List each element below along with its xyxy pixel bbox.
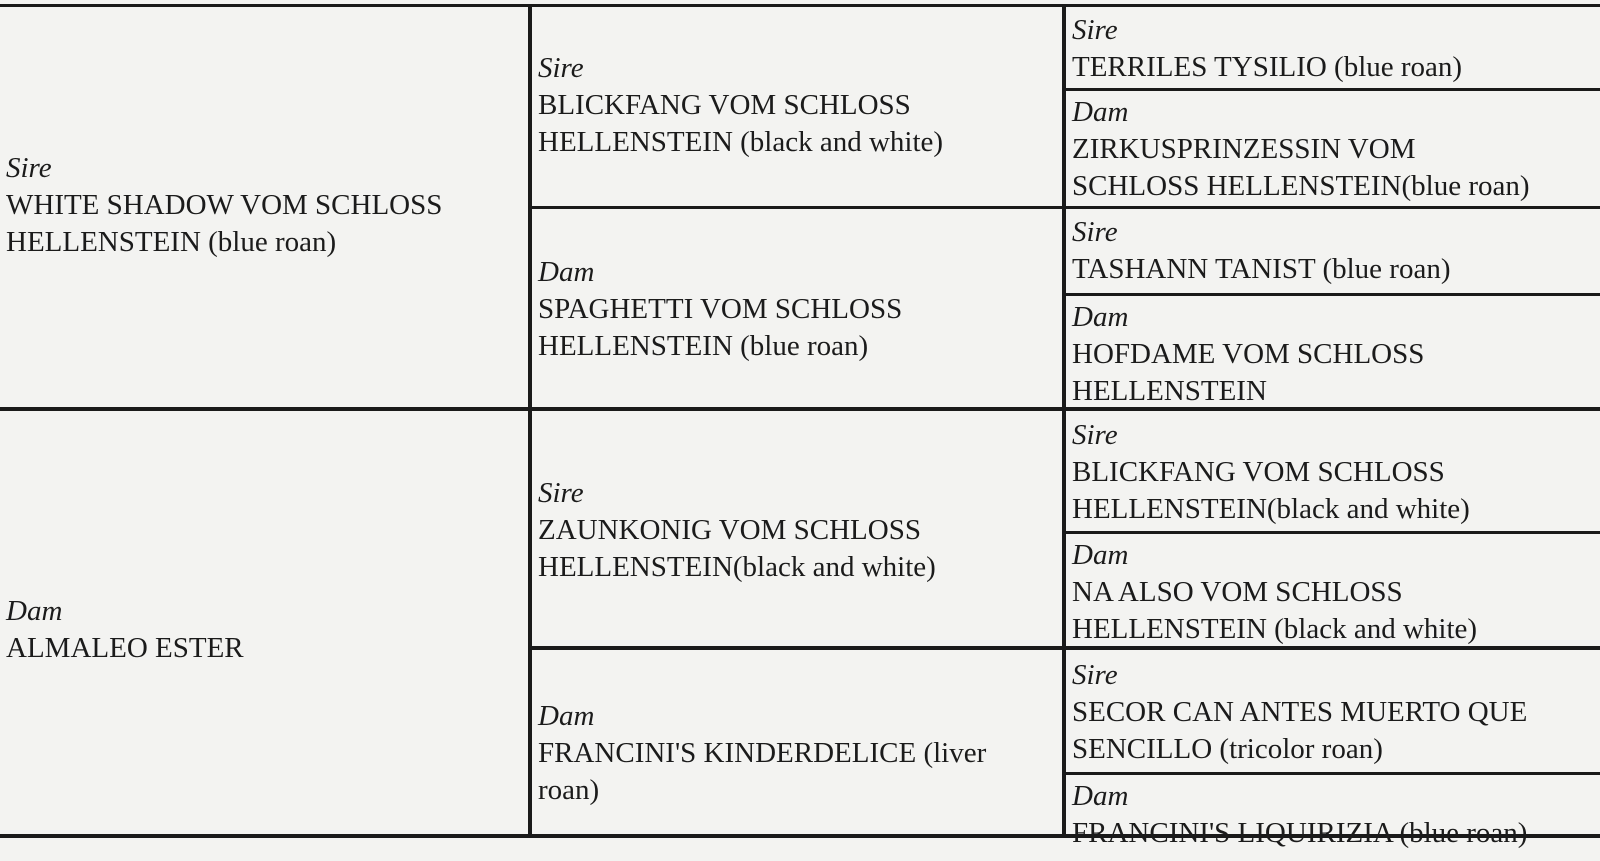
sd-dam-role-label: Dam [1072, 301, 1129, 333]
sd-sire-role-label: Sire [1072, 216, 1118, 248]
dam-dam-name-line-1: FRANCINI'S KINDERDELICE (liver [538, 737, 987, 769]
sd-sire-name-line-1: TASHANN TANIST (blue roan) [1072, 253, 1451, 285]
ss-dam-name-line-2: SCHLOSS HELLENSTEIN(blue roan) [1072, 170, 1530, 202]
ds-sire-name-line-1: BLICKFANG VOM SCHLOSS [1072, 456, 1445, 488]
top-border [0, 4, 1600, 7]
great-grandparents-divider-4 [1064, 772, 1600, 775]
sd-sire-cell [1066, 214, 1451, 288]
dam-sire-name-line-1: ZAUNKONIG VOM SCHLOSS [538, 514, 921, 546]
sire-dam-role-label: Dam [538, 256, 595, 288]
ds-sire-name-line-2: HELLENSTEIN(black and white) [1072, 493, 1470, 525]
ds-dam-role-label: Dam [1072, 539, 1129, 571]
dd-dam-cell [1066, 778, 1527, 852]
sire-sire-name-line-1: BLICKFANG VOM SCHLOSS [538, 89, 911, 121]
ds-dam-name-line-2: HELLENSTEIN (black and white) [1072, 613, 1478, 645]
dam-sire-cell [532, 475, 936, 586]
sire-sire-role-label: Sire [538, 52, 584, 84]
ss-sire-cell [1066, 12, 1462, 86]
sd-dam-name-line-2: HELLENSTEIN [1072, 375, 1267, 407]
ds-dam-cell [1066, 537, 1477, 648]
great-grandparents-divider-3 [1064, 531, 1600, 534]
dd-sire-role-label: Sire [1072, 659, 1118, 691]
sire-dam-name-line-2: HELLENSTEIN (blue roan) [538, 330, 869, 362]
dd-sire-cell [1066, 657, 1527, 768]
ds-dam-name-line-1: NA ALSO VOM SCHLOSS [1072, 576, 1403, 608]
dam-sire-role-label: Sire [538, 477, 584, 509]
sire-dam-cell [532, 254, 902, 365]
dam-dam-name-line-2: roan) [538, 774, 600, 806]
sire-name-line-1: WHITE SHADOW VOM SCHLOSS [6, 189, 443, 221]
dd-dam-name-line-1: FRANCINI'S LIQUIRIZIA (blue roan) [1072, 817, 1528, 849]
grandparents-divider-upper [530, 206, 1600, 209]
ss-dam-name-line-1: ZIRKUSPRINZESSIN VOM [1072, 133, 1416, 165]
sd-dam-cell [1066, 299, 1424, 410]
ss-dam-role-label: Dam [1072, 96, 1129, 128]
ds-sire-cell [1066, 417, 1470, 528]
sire-sire-cell [532, 50, 943, 161]
sire-name-line-2: HELLENSTEIN (blue roan) [6, 226, 337, 258]
ss-dam-cell [1066, 94, 1530, 205]
sire-role-label: Sire [6, 152, 52, 184]
great-grandparents-divider-1 [1064, 88, 1600, 91]
dd-sire-name-line-2: SENCILLO (tricolor roan) [1072, 733, 1383, 765]
sire-sire-name-line-2: HELLENSTEIN (black and white) [538, 126, 944, 158]
dam-dam-cell [532, 698, 986, 809]
great-grandparents-divider-2 [1064, 293, 1600, 296]
ss-sire-role-label: Sire [1072, 14, 1118, 46]
ds-sire-role-label: Sire [1072, 419, 1118, 451]
dd-sire-name-line-1: SECOR CAN ANTES MUERTO QUE [1072, 696, 1528, 728]
sire-cell [0, 150, 442, 261]
sire-dam-name-line-1: SPAGHETTI VOM SCHLOSS [538, 293, 903, 325]
dam-cell [0, 593, 244, 667]
dam-role-label: Dam [6, 595, 63, 627]
dam-name-line-1: ALMALEO ESTER [6, 632, 244, 664]
sd-dam-name-line-1: HOFDAME VOM SCHLOSS [1072, 338, 1425, 370]
dam-sire-name-line-2: HELLENSTEIN(black and white) [538, 551, 936, 583]
ss-sire-name-line-1: TERRILES TYSILIO (blue roan) [1072, 51, 1463, 83]
grandparents-divider-middle [530, 407, 1600, 411]
dam-dam-role-label: Dam [538, 700, 595, 732]
dd-dam-role-label: Dam [1072, 780, 1129, 812]
